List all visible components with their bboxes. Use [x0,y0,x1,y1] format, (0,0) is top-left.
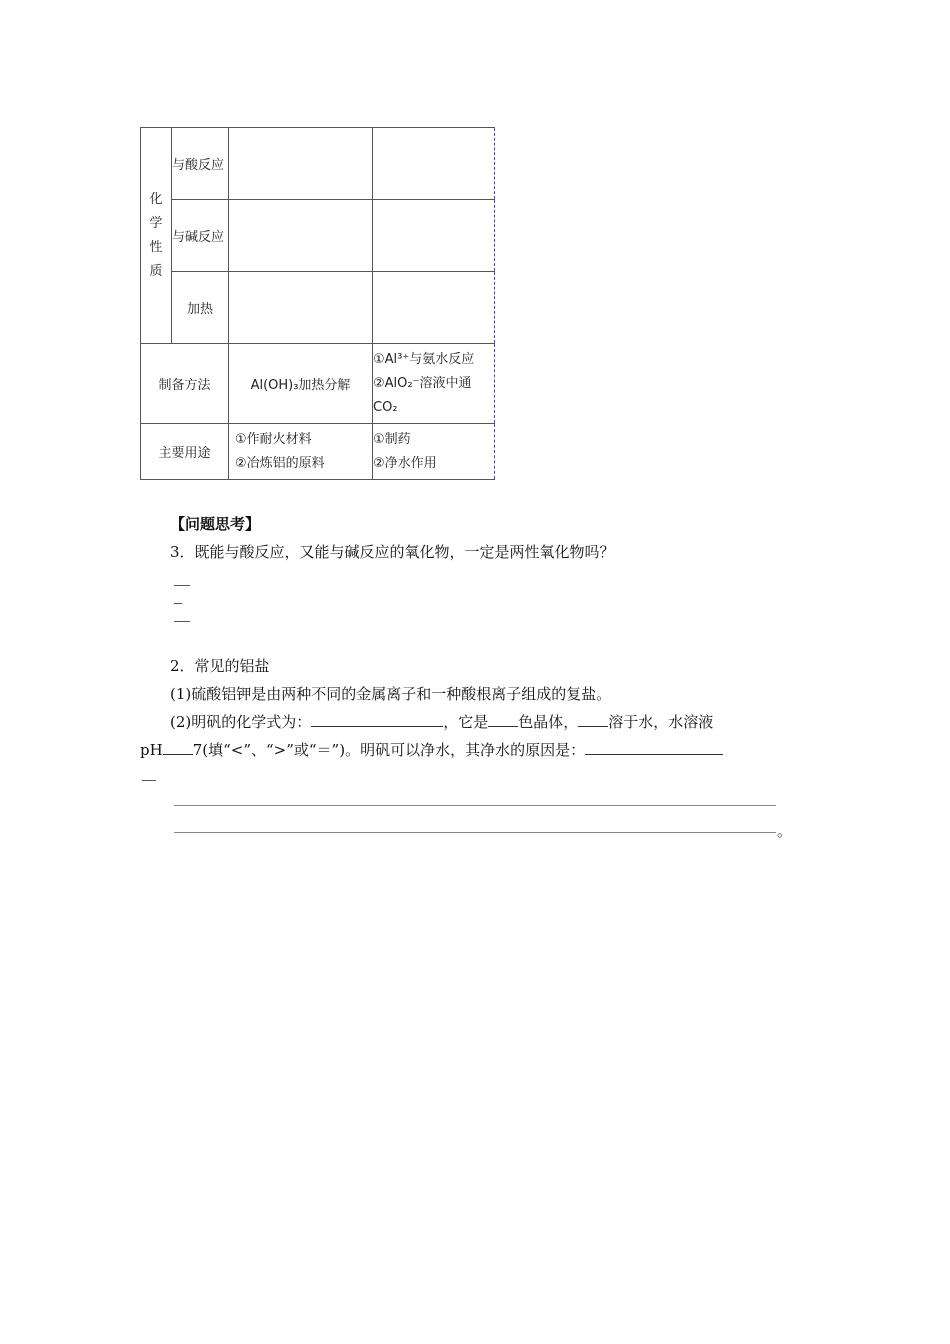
question-heading: 【问题思考】 [170,515,261,533]
reason-line-tail [142,780,156,781]
acid-reaction-cell-2 [373,128,495,200]
main-uses-cell-1: ①作耐火材料 ②冶炼铝的原料 [229,424,373,480]
paragraph-1: (1)硫酸铝钾是由两种不同的金属离子和一种酸根离子组成的复盐。 [170,685,612,703]
answer-line-1 [174,585,190,586]
heating-label: 加热 [172,272,229,344]
paragraph-2: (2)明矾的化学式为： ，它是 色晶体， 溶于水，水溶液 [170,713,714,731]
preparation-label: 制备方法 [141,344,229,424]
paragraph-3: pH 7(填“<”、“>”或“＝”)。明矾可以净水，其净水的原因是： [140,739,723,760]
preparation-cell-2: ①Al³⁺与氨水反应 ②AlO₂⁻溶液中通 CO₂ [373,344,495,424]
chemical-properties-label: 化 学 性 质 [141,128,172,344]
acid-reaction-label: 与酸反应 [172,128,229,200]
main-uses-cell-2: ①制药 ②净水作用 [373,424,495,480]
heating-cell-2 [373,272,495,344]
question-3: 3．既能与酸反应，又能与碱反应的氧化物，一定是两性氧化物吗？ [170,543,615,561]
properties-table [140,127,495,480]
answer-line-3 [174,621,190,622]
heating-cell-1 [229,272,373,344]
main-uses-label: 主要用途 [141,424,229,480]
end-mark: 。 [777,822,793,840]
base-reaction-cell-2 [373,200,495,272]
reason-blank[interactable] [585,740,723,755]
section-2-title: 2．常见的铝盐 [170,657,270,675]
reason-line-2[interactable] [174,832,776,833]
base-reaction-label: 与碱反应 [172,200,229,272]
base-reaction-cell-1 [229,200,373,272]
color-blank[interactable] [488,712,518,727]
ph-blank[interactable] [163,740,193,755]
formula-blank[interactable] [311,712,443,727]
answer-line-2 [174,603,182,604]
solubility-blank[interactable] [578,712,608,727]
acid-reaction-cell-1 [229,128,373,200]
preparation-cell-1: Al(OH)₃加热分解 [229,344,373,424]
reason-line-1[interactable] [174,805,776,806]
